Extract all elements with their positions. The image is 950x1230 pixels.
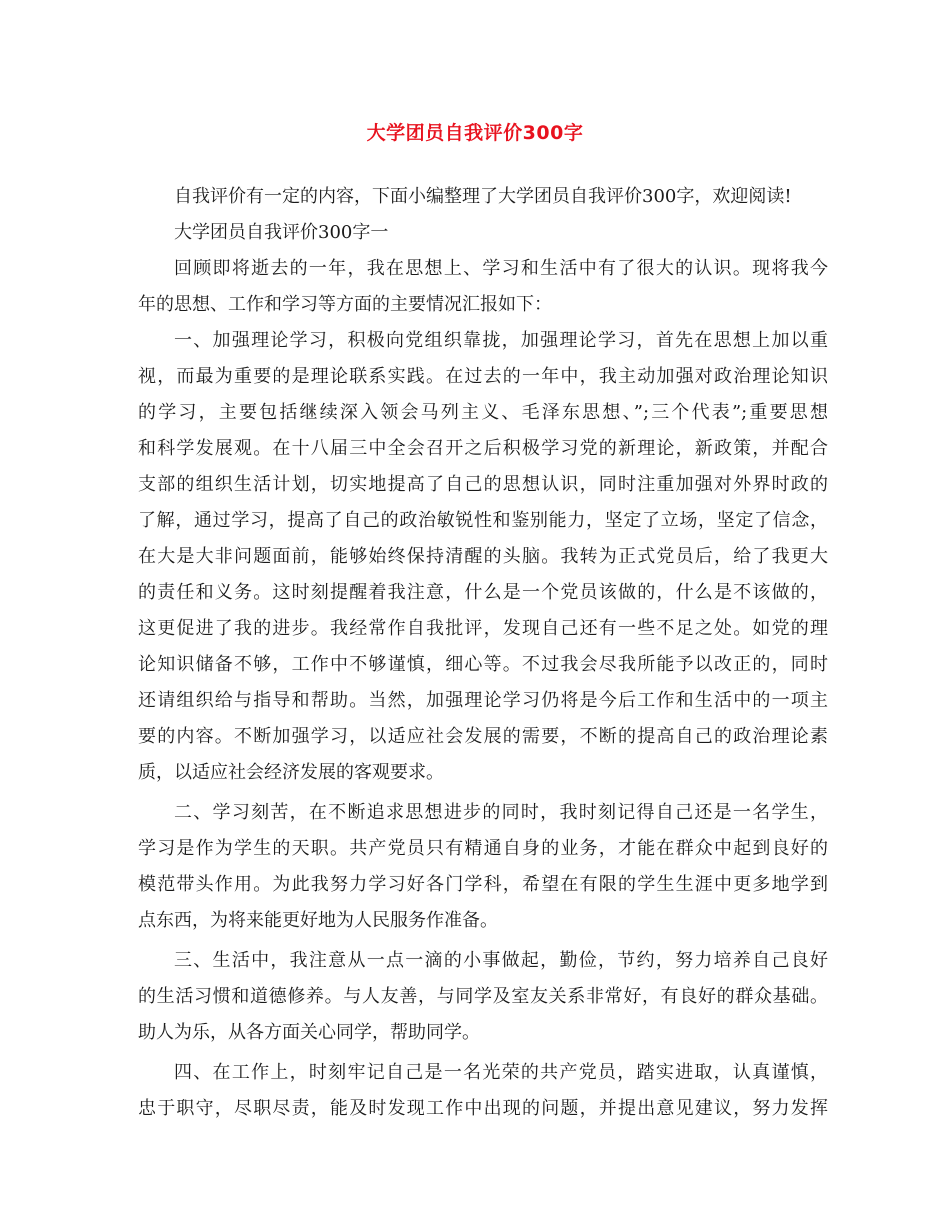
paragraph-line: 年的思想、工作和学习等方面的主要情况汇报如下：: [138, 294, 552, 315]
paragraph-line: 的责任和义务。这时刻提醒着我注意，什么是一个党员该做的，什么是不该做的，: [138, 582, 828, 603]
paragraph-line: 论知识储备不够，工作中不够谨慎，细心等。不过我会尽我所能予以改正的，同时: [138, 654, 828, 675]
paragraph-line: 质，以适应社会经济发展的客观要求。: [138, 762, 444, 783]
paragraph-line: 学习是作为学生的天职。共产党员只有精通自身的业务，才能在群众中起到良好的: [138, 838, 828, 859]
paragraph-line: 的生活习惯和道德修养。与人友善，与同学及室友关系非常好，有良好的群众基础。: [138, 986, 828, 1007]
intro-line: 自我评价有一定的内容，下面小编整理了大学团员自我评价300字，欢迎阅读!: [174, 186, 792, 207]
paragraph-line: 支部的组织生活计划，切实地提高了自己的思想认识，同时注重加强对外界时政的: [138, 474, 828, 495]
paragraph-line: 三、生活中，我注意从一点一滴的小事做起，勤俭，节约，努力培养自己良好: [174, 950, 828, 971]
paragraph-line: 要的内容。不断加强学习，以适应社会发展的需要，不断的提高自己的政治理论素: [138, 726, 828, 747]
paragraph-line: 助人为乐，从各方面关心同学，帮助同学。: [138, 1022, 480, 1043]
paragraph-line: 忠于职守，尽职尽责，能及时发现工作中出现的问题，并提出意见建议，努力发挥: [138, 1098, 828, 1119]
paragraph-line: 模范带头作用。为此我努力学习好各门学科，希望在有限的学生生涯中更多地学到: [138, 874, 828, 895]
paragraph-line: 四、在工作上，时刻牢记自己是一名光荣的共产党员，踏实进取，认真谨慎，: [174, 1062, 828, 1083]
paragraph-line: 点东西，为将来能更好地为人民服务作准备。: [138, 910, 498, 931]
paragraph-line: 和科学发展观。在十八届三中全会召开之后积极学习党的新理论，新政策，并配合: [138, 438, 828, 459]
document-body: [138, 179, 828, 1127]
paragraph-line: 视，而最为重要的是理论联系实践。在过去的一年中，我主动加强对政治理论知识: [138, 366, 828, 387]
paragraph-line: 二、学习刻苦，在不断追求思想进步的同时，我时刻记得自己还是一名学生，: [174, 802, 828, 823]
paragraph-line: 在大是大非问题面前，能够始终保持清醒的头脑。我转为正式党员后，给了我更大: [138, 546, 828, 567]
paragraph-line: 了解，通过学习，提高了自己的政治敏锐性和鉴别能力，坚定了立场，坚定了信念，: [138, 510, 828, 531]
paragraph-line: 这更促进了我的进步。我经常作自我批评，发现自己还有一些不足之处。如党的理: [138, 618, 828, 639]
paragraph-line: 一、加强理论学习，积极向党组织靠拢，加强理论学习，首先在思想上加以重: [174, 330, 828, 351]
paragraph-line: 还请组织给与指导和帮助。当然，加强理论学习仍将是今后工作和生活中的一项主: [138, 690, 828, 711]
section-heading: 大学团员自我评价300字一: [174, 222, 389, 243]
document-title: 大学团员自我评价300字: [366, 122, 584, 144]
paragraph-line: 的学习，主要包括继续深入领会马列主义、毛泽东思想、”;三个代表”;重要思想: [138, 402, 828, 423]
paragraph-line: 回顾即将逝去的一年，我在思想上、学习和生活中有了很大的认识。现将我今: [174, 258, 828, 279]
